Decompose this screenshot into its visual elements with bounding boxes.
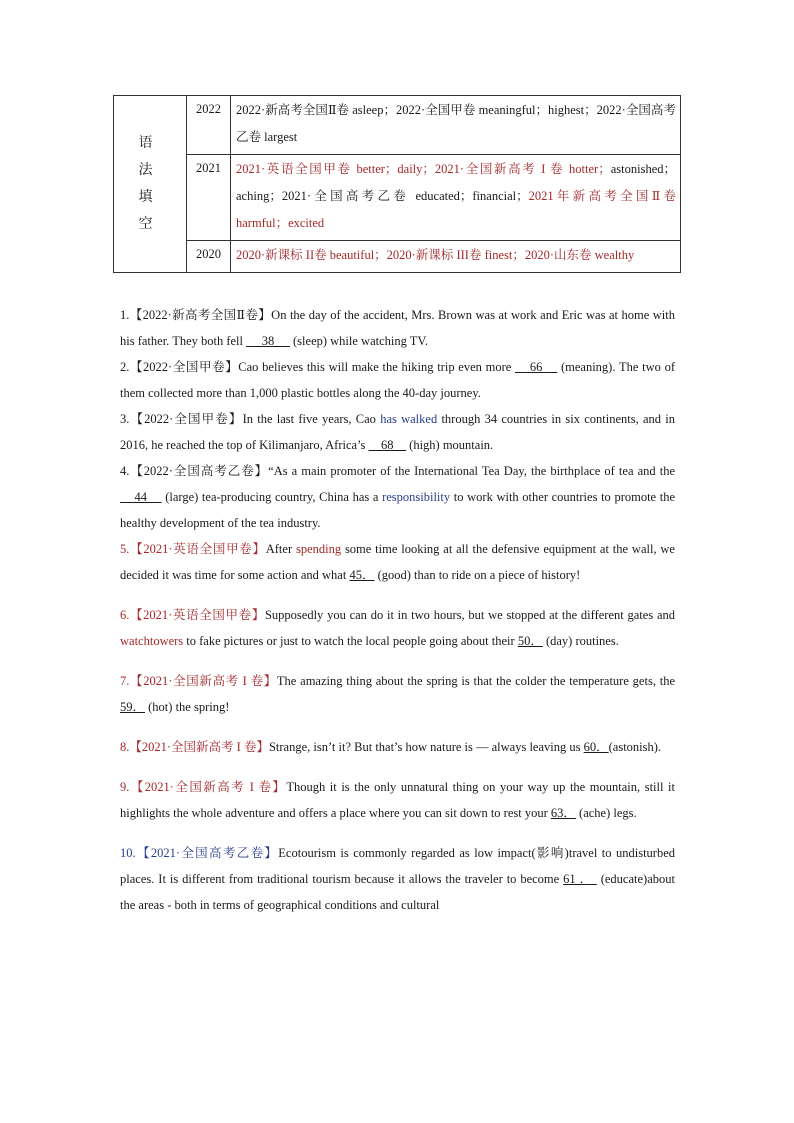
question-item	[120, 406, 675, 458]
question-text: “As a main promoter of the International Tea Day, the birthplace of tea and the	[268, 464, 675, 478]
source-text: 2020·新课标 II卷 beautiful；2020·新课标 III卷 finest；2020·山东卷 wealthy	[236, 248, 635, 262]
highlighted-word: has walked	[380, 412, 438, 426]
source-cell	[231, 96, 681, 155]
question-text: through 34 countries in six continents, and in 2016, he reached the top of Kilimanjaro, Africa’s	[120, 412, 676, 452]
question-item	[120, 458, 675, 536]
question-text: Strange, isn’t it? But that’s how nature is — always leaving us	[268, 740, 584, 754]
question-tag: 9.【2021·全国新高考 I 卷】	[120, 780, 287, 794]
question-tag: 2.【2022·全国甲卷】	[120, 360, 239, 374]
answer-blank: 38	[246, 334, 290, 348]
question-text: After	[265, 542, 296, 556]
table-row	[114, 96, 681, 155]
answer-blank: 63．	[550, 806, 576, 820]
answer-blank: 50．	[517, 634, 543, 648]
question-item	[120, 536, 675, 588]
question-text: (large) tea-producing country, China has a	[161, 490, 383, 504]
answer-blank: 59．	[120, 700, 146, 714]
category-char: 空	[138, 217, 162, 232]
question-item	[120, 354, 675, 406]
source-text: 2022·新高考全国Ⅱ卷 asleep；2022·全国甲卷 meaningful；highest；2022·全国高考乙卷 largest	[236, 103, 676, 144]
highlighted-word: spending	[295, 542, 342, 556]
question-text: On the day of the accident, Mrs. Brown was at work and Eric was at home with his father. They both fell	[120, 308, 675, 348]
question-text: (educate)about the areas - both in terms of geographical conditions and cultural	[120, 872, 675, 912]
answer-blank: 45．	[349, 568, 375, 582]
source-text: astonished；aching；2021·全国高考乙卷 educated；financial；	[236, 162, 676, 203]
answer-blank: 60．	[583, 740, 609, 754]
category-char: 语	[138, 136, 162, 151]
question-text: (sleep) while watching TV.	[289, 334, 428, 348]
answer-blank: 68	[368, 438, 407, 452]
question-item	[120, 774, 675, 826]
question-item	[120, 668, 675, 720]
question-list	[120, 302, 675, 918]
category-cell	[114, 96, 187, 273]
question-text: (ache) legs.	[575, 806, 637, 820]
question-text: The amazing thing about the spring is that the colder the temperature gets, the	[276, 674, 676, 688]
question-tag: 1.【2022·新高考全国Ⅱ卷】	[120, 308, 272, 322]
question-tag: 6.【2021·英语全国甲卷】	[120, 608, 265, 622]
question-tag: 7.【2021·全国新高考 I 卷】	[120, 674, 277, 688]
question-item	[120, 840, 675, 918]
source-cell	[231, 155, 681, 241]
question-text: (hot) the spring!	[145, 700, 230, 714]
year-cell: 2021	[187, 155, 231, 241]
question-text: (meaning). The two of them collected more than 1,000 plastic bottles along the 40-day journey.	[120, 360, 675, 400]
question-item	[120, 602, 675, 654]
highlighted-word: responsibility	[382, 490, 451, 504]
table-row	[114, 241, 681, 273]
question-text: Cao believes this will make the hiking trip even more	[238, 360, 515, 374]
question-tag: 8.【2021·全国新高考 I 卷】	[120, 740, 269, 754]
year-cell: 2020	[187, 241, 231, 273]
answer-blank: 61 ．	[563, 872, 597, 886]
question-text: Ecotourism is commonly regarded as low impact(影响)travel to undisturbed places. It is different from traditional tourism because it allows the traveler to become	[120, 846, 675, 886]
question-tag: 4.【2022·全国高考乙卷】	[120, 464, 269, 478]
answer-blank: 66	[515, 360, 558, 374]
source-text: 2021·英语全国甲卷 better；daily；2021·全国新高考 I 卷 hotter；	[236, 162, 611, 176]
answer-blank: 44	[120, 490, 162, 504]
source-text: 2021年新高考全国Ⅱ卷 harmful；excited	[236, 189, 676, 230]
question-text: (good) than to ride on a piece of history!	[374, 568, 581, 582]
table-row	[114, 155, 681, 241]
question-text: Supposedly you can do it in two hours, but we stopped at the different gates and	[264, 608, 675, 622]
question-tag: 5.【2021·英语全国甲卷】	[120, 542, 266, 556]
year-cell: 2022	[187, 96, 231, 155]
question-text: some time looking at all the defensive equipment at the wall, we decided it was time for some action and what	[120, 542, 675, 582]
question-item	[120, 302, 675, 354]
question-text: Though it is the only unnatural thing on your way up the mountain, still it highlights the whole adventure and offers a place where you can sit down to rest your	[120, 780, 675, 820]
category-char: 填	[138, 190, 162, 205]
question-tag: 3.【2022·全国甲卷】	[120, 412, 243, 426]
question-text: to work with other countries to promote the healthy development of the tea industry.	[120, 490, 676, 530]
question-text: (day) routines.	[542, 634, 619, 648]
summary-table	[113, 95, 681, 273]
question-text: (high) mountain.	[406, 438, 494, 452]
question-text: In the last five years, Cao	[242, 412, 381, 426]
question-item	[120, 734, 675, 760]
source-cell	[231, 241, 681, 273]
category-char: 法	[138, 163, 162, 178]
question-text: to fake pictures or just to watch the local people going about their	[183, 634, 518, 648]
question-text: (astonish).	[608, 740, 662, 754]
highlighted-word: watchtowers	[120, 634, 184, 648]
question-tag: 10.【2021·全国高考乙卷】	[120, 846, 279, 860]
